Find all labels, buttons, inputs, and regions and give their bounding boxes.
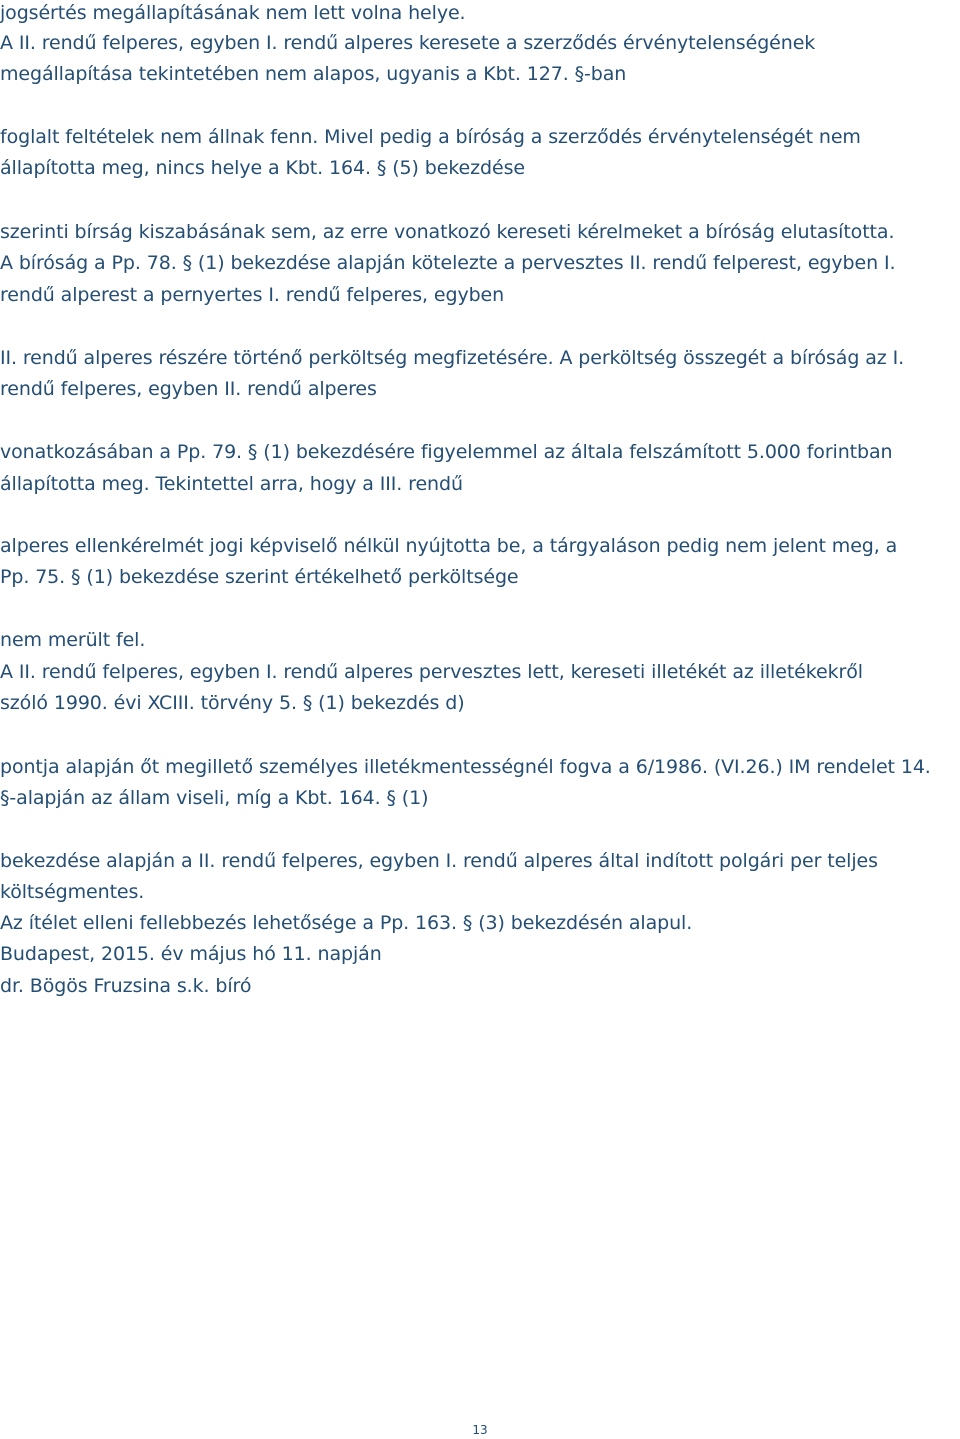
text-line: Pp. 75. § (1) bekezdése szerint értékelhető perköltsége [0, 566, 519, 588]
text-line: szerinti bírság kiszabásának sem, az erre vonatkozó kereseti kérelmeket a bíróság elutasította. [0, 221, 895, 243]
text-line: foglalt feltételek nem állnak fenn. Mivel pedig a bíróság a szerződés érvénytelenségét nem [0, 126, 861, 148]
text-line: költségmentes. [0, 881, 145, 903]
text-line: A bíróság a Pp. 78. § (1) bekezdése alapján kötelezte a pervesztes II. rendű felperest, egyben I. [0, 252, 896, 274]
text-line: Budapest, 2015. év május hó 11. napján [0, 943, 382, 965]
text-line: A II. rendű felperes, egyben I. rendű alperes keresete a szerződés érvénytelenségének [0, 32, 816, 54]
text-line: Az ítélet elleni fellebbezés lehetősége a Pp. 163. § (3) bekezdésén alapul. [0, 912, 693, 934]
text-line: nem merült fel. [0, 629, 146, 651]
text-line: alperes ellenkérelmét jogi képviselő nélkül nyújtotta be, a tárgyaláson pedig nem jelent meg, a [0, 535, 898, 557]
text-line: állapította meg. Tekintettel arra, hogy a III. rendű [0, 473, 463, 495]
text-line: bekezdése alapján a II. rendű felperes, egyben I. rendű alperes által indított polgári per teljes [0, 850, 878, 872]
text-line: megállapítása tekintetében nem alapos, ugyanis a Kbt. 127. §-ban [0, 63, 627, 85]
text-line: vonatkozásában a Pp. 79. § (1) bekezdésére figyelemmel az általa felszámított 5.000 forintban [0, 441, 893, 463]
page-number: 13 [472, 1423, 488, 1437]
text-line: A II. rendű felperes, egyben I. rendű alperes pervesztes lett, kereseti illetékét az illetékekről [0, 661, 863, 683]
text-line: szóló 1990. évi XCIII. törvény 5. § (1) bekezdés d) [0, 692, 465, 714]
text-line: §-alapján az állam viseli, míg a Kbt. 164. § (1) [0, 787, 429, 809]
text-line: jogsértés megállapításának nem lett volna helye. [0, 2, 466, 24]
text-line: pontja alapján őt megillető személyes illetékmentességnél fogva a 6/1986. (VI.26.) IM rendelet 14. [0, 756, 931, 778]
text-line: II. rendű alperes részére történő perköltség megfizetésére. A perköltség összegét a bíróság az I. [0, 347, 905, 369]
text-line: dr. Bögös Fruzsina s.k. bíró [0, 975, 252, 997]
text-line: állapította meg, nincs helye a Kbt. 164. § (5) bekezdése [0, 157, 525, 179]
text-line: rendű alperest a pernyertes I. rendű felperes, egyben [0, 284, 505, 306]
text-line: rendű felperes, egyben II. rendű alperes [0, 378, 377, 400]
